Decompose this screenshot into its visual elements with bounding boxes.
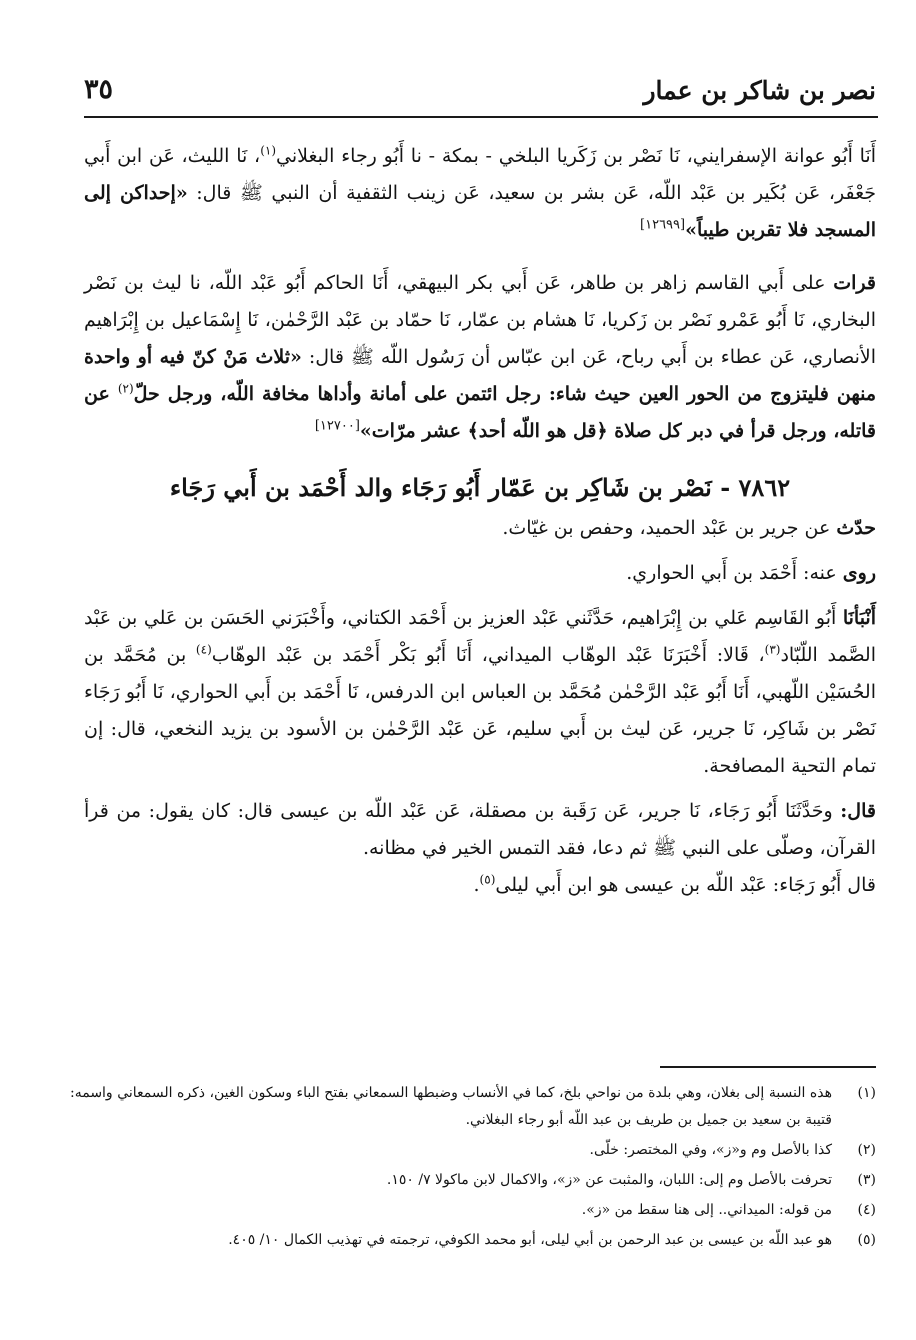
lead-word-5: أَنْبَأنَا: [842, 607, 876, 629]
footnote-number: (٤): [857, 1202, 876, 1218]
hadith-number-1: [١٢٦٩٩]: [640, 217, 686, 233]
footnote: [70, 1080, 876, 1134]
footnote-ref-4: (٤): [195, 642, 212, 657]
paragraph-4: روى عنه: أَحْمَد بن أَبي الحواري.: [626, 562, 876, 584]
lead-word-2: قرات: [833, 272, 876, 294]
footnote-rule: [660, 1066, 876, 1068]
footnote: [70, 1227, 876, 1254]
footnote-number: (٥): [857, 1232, 876, 1248]
hadith-quote-2: «ثلاث مَنْ كنّ فيه أو واحدة منهن فليتزوج من الحور العين حيث شاء: رجل ائتمن على أمانة وأداها مخافة اللّه، ورجل حلّ: [84, 346, 877, 405]
paragraph-6: قال: وحَدَّثَنَا أَبُو رَجَاء، نَا جرير، عَن رَقَبة بن مصقلة، عَن عَبْد اللّه بن عيسى قال: كان يقول: من قرأ القرآن، وصلّى على النبي ﷺ ثم دعا، فقد التمس الخير في مظانه.: [84, 800, 876, 859]
footnote: [70, 1137, 876, 1164]
footnote-ref-2: (٢): [117, 381, 134, 396]
main-text: [84, 138, 876, 904]
lead-word-3: حدّث: [836, 517, 876, 539]
running-title: نصر بن شاكر بن عمار: [643, 76, 876, 105]
footnote-ref-5: (٥): [479, 872, 496, 887]
paragraph-7: قال أَبُو رَجَاء: عَبْد اللّه بن عيسى هو ابن أَبي ليلى$^{(٥)}$.: [473, 872, 876, 896]
paragraph-3: حدّث عن جرير بن عَبْد الحميد، وحفص بن غيّاث.: [502, 517, 876, 539]
hadith-quote-1: «إحداكن إلى المسجد فلا تقربن طيباً»: [84, 182, 876, 241]
footnote-text: هو عبد اللّه بن عيسى بن عبد الرحمن بن أبي ليلى، أبو محمد الكوفي، ترجمته في تهذيب الكمال ١٠/ ٤٠٥.: [228, 1232, 832, 1248]
footnote-text: كذا بالأصل وم و«ز»، وفي المختصر: خلّى.: [589, 1142, 832, 1158]
footnote-text: تحرفت بالأصل وم إلى: اللبان، والمثبت عن «ز»، والاكمال لابن ماكولا ٧/ ١٥٠.: [386, 1172, 832, 1188]
entry-title: ٧٨٦٢ - نَصْر بن شَاكِر بن عَمّار أَبُو رَجَاء والد أَحْمَد بن أَبي رَجَاء: [169, 473, 791, 502]
footnote-ref-1: (١): [260, 143, 277, 158]
paragraph-5: أَنْبَأنَا أَبُو القَاسِم عَلي بن إِبْرَاهيم، حَدَّثَني عَبْد العزيز بن أَحْمَد الكتاني، وأَخْبَرَني الحَسَن بن عَلي بن عَبْد الصَّمد اللّبّاد$^{(٣)}$، قَالا: أَخْبَرَنَا عَبْد الوهّاب الميداني، أَنَا أَبُو بَكْر أَحْمَد بن عَبْد الوهّاب$^{(٤)}$ بن مُحَمَّد بن الحُسَيْن اللّهبي، أَنَا أَبُو عَبْد الرَّحْمٰن مُحَمَّد بن العباس ابن الدرفس، نَا أَحْمَد بن أَبي الحواري، نَا أَبُو رَجَاء نَصْر بن شَاكِر، نَا جرير، عَن ليث بن أَبي سليم، عَن عَبْد الرَّحْمٰن بن الأسود بن يزيد النخعي، قال: إن تمام التحية المصافحة.: [84, 607, 876, 777]
paragraph-2: قرات على أَبي القاسم زاهر بن طاهر، عَن أَبي بكر البيهقي، أَنَا الحاكم أَبُو عَبْد اللّه، نا ليث بن نَصْر البخاري، نَا أَبُو عَمْرو نَصْر بن زَكريا، نَا هشام بن عمّار، نَا حمّاد بن عَبْد الرَّحْمٰن، نَا إِسْمَاعيل بن إِبْرَاهيم الأنصاري، عَن عطاء بن أَبي رباح، عَن ابن عبّاس أن رَسُول اللّه ﷺ قال: «ثلاث مَنْ كنّ فيه أو واحدة منهن فليتزوج من الحور العين حيث شاء: رجل ائتمن على أمانة وأداها مخافة اللّه، ورجل حلّ$^{(٢)}$ عن قاتله، ورجل قرأ في دبر كل صلاة ﴿قل هو اللّه أحد﴾ عشر مرّات»[١٢٧٠٠]: [84, 272, 877, 442]
footnote-number: (٣): [857, 1172, 876, 1188]
lead-word-6: قال:: [840, 800, 876, 822]
header-rule: [84, 116, 878, 118]
hadith-number-2: [١٢٧٠٠]: [314, 418, 360, 434]
footnote-text: من قوله: الميداني.. إلى هنا سقط من «ز».: [581, 1202, 832, 1218]
footnotes: [70, 1080, 876, 1257]
footnote-ref-3: (٣): [764, 642, 781, 657]
page-number: ٣٥: [84, 74, 114, 105]
footnote: [70, 1197, 876, 1224]
paragraph-1: أَنَا أَبُو عوانة الإسفرايني، نَا نَصْر بن زَكَريا البلخي - بمكة - نا أَبُو رجاء البغلاني$^{(١)}$، نَا الليث، عَن ابن أَبي جَعْفَر، عَن بُكَير بن عَبْد اللّه، عَن بشر بن سعيد، عَن زينب الثقفية أن النبي ﷺ قال: «إحداكن إلى المسجد فلا تقربن طيباً»[١٢٦٩٩]: [84, 143, 876, 241]
footnote-number: (٢): [857, 1142, 876, 1158]
footnote-number: (١): [857, 1085, 876, 1101]
footnote: [70, 1167, 876, 1194]
page-header: [84, 70, 876, 110]
lead-word-4: روى: [842, 562, 876, 584]
footnote-text: هذه النسبة إلى بغلان، وهي بلدة من نواحي بلخ، كما في الأنساب وضبطها السمعاني بفتح الباء وسكون الغين، ذكره السمعاني واسمه: قتيبة بن سعيد بن جميل بن طريف بن عبد اللّه أبو رجاء البغلاني.: [70, 1085, 832, 1128]
